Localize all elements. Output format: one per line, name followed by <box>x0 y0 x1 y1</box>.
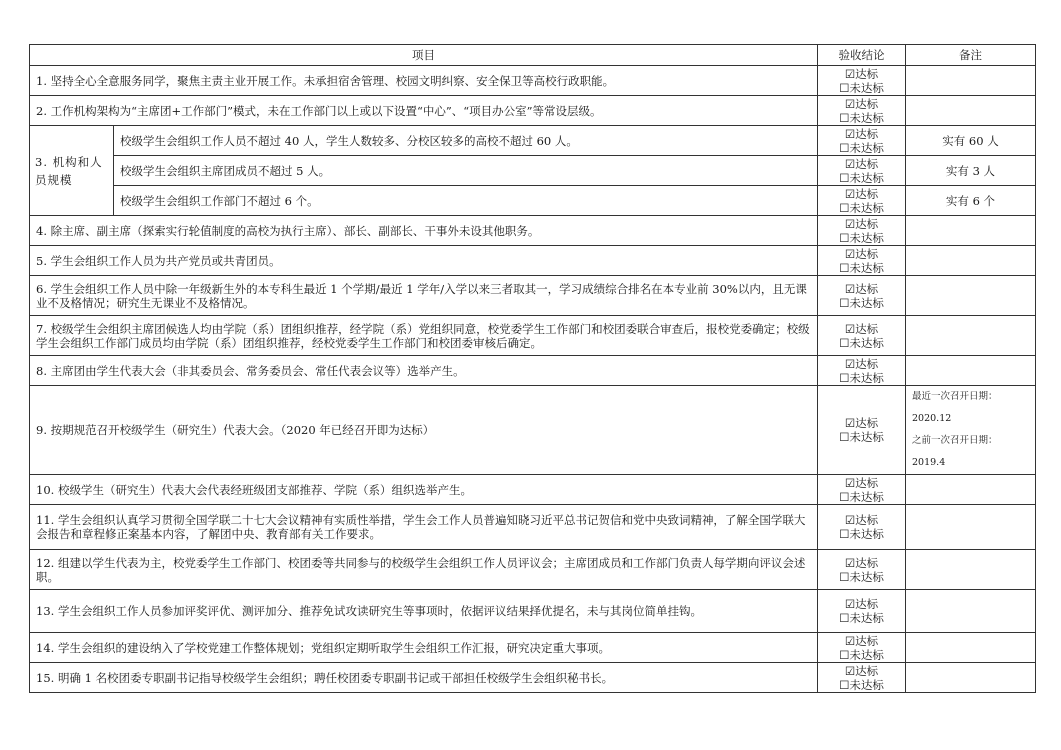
unchecked-box[interactable]: ☐未达标 <box>839 295 884 310</box>
item-text: 10. 校级学生（研究生）代表大会代表经班级团支部推荐、学院（系）组织选举产生。 <box>30 475 818 505</box>
checked-box[interactable]: ☑达标 <box>844 246 879 261</box>
item-text: 4. 除主席、副主席（探索实行轮值制度的高校为执行主席）、部长、副部长、干事外未设其他职务。 <box>30 216 818 246</box>
checked-box[interactable]: ☑达标 <box>844 356 879 371</box>
note-cell <box>906 633 1036 663</box>
table-row <box>30 246 1036 276</box>
table-row <box>30 475 1036 505</box>
result-cell <box>818 475 906 505</box>
note-cell <box>906 316 1036 356</box>
header-row <box>30 45 1036 66</box>
note-cell <box>906 590 1036 633</box>
note-cell <box>906 66 1036 96</box>
result-cell <box>818 386 906 475</box>
result-cell <box>818 186 906 216</box>
checked-box[interactable]: ☑达标 <box>844 321 879 336</box>
group-label: 3. 机构和人员规模 <box>30 126 114 216</box>
note-cell <box>906 386 1036 475</box>
result-cell <box>818 633 906 663</box>
checked-box[interactable]: ☑达标 <box>844 633 879 648</box>
table-row <box>30 216 1036 246</box>
table-row <box>30 156 1036 186</box>
note-cell: 实有 6 个 <box>906 186 1036 216</box>
last-meeting-date: 最近一次召开日期：2020.12 <box>912 391 998 424</box>
checked-box[interactable]: ☑达标 <box>844 66 879 81</box>
item-text: 12. 组建以学生代表为主，校党委学生工作部门、校团委等共同参与的校级学生会组织工作人员评议会；主席团成员和工作部门负责人每学期向评议会述职。 <box>30 550 818 590</box>
note-cell <box>906 276 1036 316</box>
table-row <box>30 126 1036 156</box>
checked-box[interactable]: ☑达标 <box>844 597 879 611</box>
unchecked-box[interactable]: ☐未达标 <box>839 260 884 275</box>
note-cell: 实有 3 人 <box>906 156 1036 186</box>
result-cell <box>818 66 906 96</box>
unchecked-box[interactable]: ☐未达标 <box>839 80 884 95</box>
table-row <box>30 276 1036 316</box>
table-row <box>30 590 1036 633</box>
note-cell <box>906 475 1036 505</box>
table-row <box>30 316 1036 356</box>
checked-box[interactable]: ☑达标 <box>844 126 879 141</box>
result-cell <box>818 356 906 386</box>
checked-box[interactable]: ☑达标 <box>844 663 879 678</box>
item-text: 15. 明确 1 名校团委专职副书记指导校级学生会组织；聘任校团委专职副书记或干部担任校级学生会组织秘书长。 <box>30 663 818 693</box>
table-row <box>30 633 1036 663</box>
result-cell <box>818 550 906 590</box>
table-row <box>30 663 1036 693</box>
result-cell <box>818 663 906 693</box>
unchecked-box[interactable]: ☐未达标 <box>839 611 884 625</box>
note-cell: 实有 60 人 <box>906 126 1036 156</box>
unchecked-box[interactable]: ☐未达标 <box>839 527 884 541</box>
table-row <box>30 186 1036 216</box>
item-text: 14. 学生会组织的建设纳入了学校党建工作整体规划；党组织定期听取学生会组织工作汇报，研究决定重大事项。 <box>30 633 818 663</box>
result-cell <box>818 216 906 246</box>
result-cell <box>818 505 906 550</box>
table-row <box>30 386 1036 475</box>
item-text: 6. 学生会组织工作人员中除一年级新生外的本专科生最近 1 个学期/最近 1 学年/入学以来三者取其一，学习成绩综合排名在本专业前 30%以内，且无课业不及格情况；研究生无课业不及格情况。 <box>30 276 818 316</box>
header-item: 项目 <box>30 45 818 66</box>
item-text: 5. 学生会组织工作人员为共产党员或共青团员。 <box>30 246 818 276</box>
unchecked-box[interactable]: ☐未达标 <box>839 230 884 245</box>
note-cell <box>906 505 1036 550</box>
unchecked-box[interactable]: ☐未达标 <box>839 200 884 215</box>
unchecked-box[interactable]: ☐未达标 <box>839 110 884 125</box>
result-cell <box>818 316 906 356</box>
unchecked-box[interactable]: ☐未达标 <box>839 370 884 385</box>
result-cell <box>818 156 906 186</box>
checked-box[interactable]: ☑达标 <box>844 555 879 570</box>
item-text: 7. 校级学生会组织主席团候选人均由学院（系）团组织推荐，经学院（系）党组织同意，校党委学生工作部门和校团委联合审查后，报校党委确定；校级学生会组织工作部门成员均由学院（系）团组织推荐，经校党委学生工作部门和校团委审核后确定。 <box>30 316 818 356</box>
table-row <box>30 550 1036 590</box>
note-cell <box>906 246 1036 276</box>
item-text: 13. 学生会组织工作人员参加评奖评优、测评加分、推荐免试攻读研究生等事项时，依据评议结果择优提名，未与其岗位简单挂钩。 <box>30 590 818 633</box>
unchecked-box[interactable]: ☐未达标 <box>839 647 884 662</box>
unchecked-box[interactable]: ☐未达标 <box>839 489 884 504</box>
item-text: 校级学生会组织工作部门不超过 6 个。 <box>114 186 818 216</box>
item-text: 校级学生会组织主席团成员不超过 5 人。 <box>114 156 818 186</box>
unchecked-box[interactable]: ☐未达标 <box>839 430 884 444</box>
note-cell <box>906 356 1036 386</box>
checked-box[interactable]: ☑达标 <box>844 156 879 171</box>
item-text: 9. 按期规范召开校级学生（研究生）代表大会。（2020 年已经召开即为达标） <box>30 386 818 475</box>
item-text: 2. 工作机构架构为“主席团+工作部门”模式，未在工作部门以上或以下设置“中心”、“项目办公室”等常设层级。 <box>30 96 818 126</box>
unchecked-box[interactable]: ☐未达标 <box>839 140 884 155</box>
checked-box[interactable]: ☑达标 <box>844 475 879 490</box>
result-cell <box>818 126 906 156</box>
note-cell <box>906 663 1036 693</box>
item-text: 1. 坚持全心全意服务同学，聚焦主责主业开展工作。未承担宿舍管理、校园文明纠察、安全保卫等高校行政职能。 <box>30 66 818 96</box>
result-cell <box>818 590 906 633</box>
checked-box[interactable]: ☑达标 <box>844 96 879 111</box>
note-cell <box>906 216 1036 246</box>
item-text: 校级学生会组织工作人员不超过 40 人，学生人数较多、分校区较多的高校不超过 60 人。 <box>114 126 818 156</box>
table-row <box>30 96 1036 126</box>
note-cell <box>906 96 1036 126</box>
acceptance-table <box>29 44 1036 693</box>
item-text: 11. 学生会组织认真学习贯彻全国学联二十七大会议精神有实质性举措，学生会工作人员普遍知晓习近平总书记贺信和党中央致词精神，了解全国学联大会报告和章程修正案基本内容，了解团中央、教育部有关工作要求。 <box>30 505 818 550</box>
header-note: 备注 <box>906 45 1036 66</box>
checked-box[interactable]: ☑达标 <box>844 513 879 527</box>
checked-box[interactable]: ☑达标 <box>844 281 879 296</box>
result-cell <box>818 246 906 276</box>
checked-box[interactable]: ☑达标 <box>844 216 879 231</box>
header-result: 验收结论 <box>818 45 906 66</box>
unchecked-box[interactable]: ☐未达标 <box>839 335 884 350</box>
unchecked-box[interactable]: ☐未达标 <box>839 677 884 692</box>
result-cell <box>818 276 906 316</box>
unchecked-box[interactable]: ☐未达标 <box>839 170 884 185</box>
note-cell <box>906 550 1036 590</box>
previous-meeting-date: 之前一次召开日期：2019.4 <box>912 435 998 468</box>
table-row <box>30 356 1036 386</box>
item-text: 8. 主席团由学生代表大会（非其委员会、常务委员会、常任代表会议等）选举产生。 <box>30 356 818 386</box>
checked-box[interactable]: ☑达标 <box>844 186 879 201</box>
table-row <box>30 505 1036 550</box>
unchecked-box[interactable]: ☐未达标 <box>839 569 884 584</box>
table-row <box>30 66 1036 96</box>
checked-box[interactable]: ☑达标 <box>844 416 879 430</box>
result-cell <box>818 96 906 126</box>
